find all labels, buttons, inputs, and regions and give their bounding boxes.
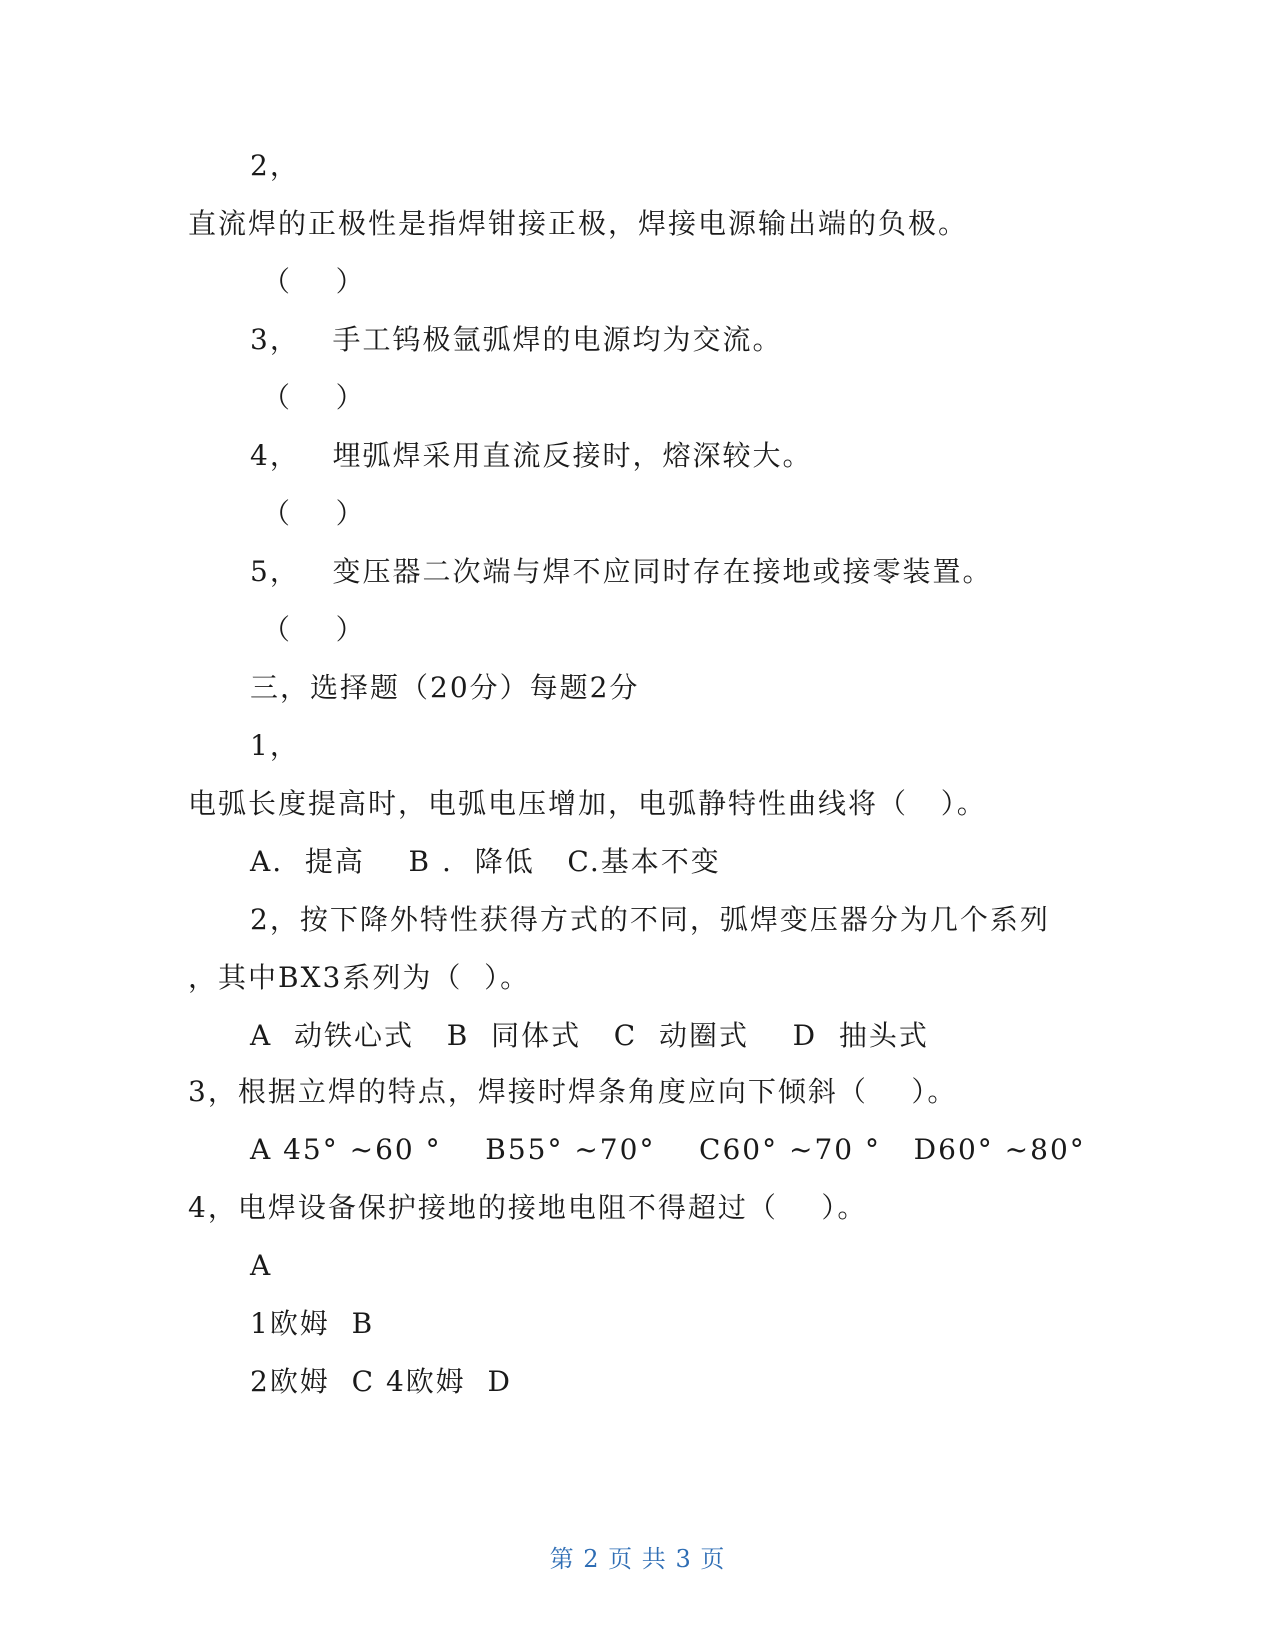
tf-question-5-blank: （ ）: [262, 613, 366, 646]
mc-question-4-option-b: 1欧姆 B: [250, 1307, 375, 1340]
mc-question-2-options: A 动铁心式 B 同体式 C 动圈式 D 抽头式: [250, 1019, 929, 1052]
mc-question-4-option-a: A: [250, 1249, 273, 1282]
tf-question-3-blank: （ ）: [262, 381, 366, 414]
tf-question-2-number: 2，: [250, 149, 300, 182]
tf-question-3-text: 3， 手工钨极氩弧焊的电源均为交流。: [250, 323, 783, 356]
tf-question-4-blank: （ ）: [262, 497, 366, 530]
mc-question-1-options: A. 提高 B . 降低 C.基本不变: [250, 845, 721, 878]
mc-question-3-text: 3，根据立焊的特点，焊接时焊条角度应向下倾斜（ ）。: [188, 1075, 958, 1108]
tf-question-2-text: 直流焊的正极性是指焊钳接正极，焊接电源输出端的负极。: [188, 207, 969, 240]
tf-question-5-text: 5， 变压器二次端与焊不应同时存在接地或接零装置。: [250, 555, 993, 588]
mc-question-3-options: A 45° ~60 ° B55° ~70° C60° ~70 ° D60° ~80°: [250, 1133, 1086, 1166]
mc-question-2-text: 2，按下降外特性获得方式的不同，弧焊变压器分为几个系列: [250, 903, 1050, 936]
mc-question-2-text-cont: ，其中BX3系列为（ ）。: [188, 961, 531, 994]
mc-question-1-text: 电弧长度提高时，电弧电压增加，电弧静特性曲线将（ ）。: [188, 787, 987, 820]
mc-question-4-option-cd: 2欧姆 C 4欧姆 D: [250, 1365, 513, 1398]
mc-question-1-number: 1，: [250, 729, 300, 762]
mc-question-4-text: 4，电焊设备保护接地的接地电阻不得超过（ ）。: [188, 1191, 868, 1224]
tf-question-2-blank: （ ）: [262, 265, 366, 298]
section-heading-choice: 三，选择题（20分）每题2分: [250, 671, 640, 704]
tf-question-4-text: 4， 埋弧焊采用直流反接时，熔深较大。: [250, 439, 813, 472]
page-number-footer: 第 2 页 共 3 页: [549, 1545, 726, 1573]
